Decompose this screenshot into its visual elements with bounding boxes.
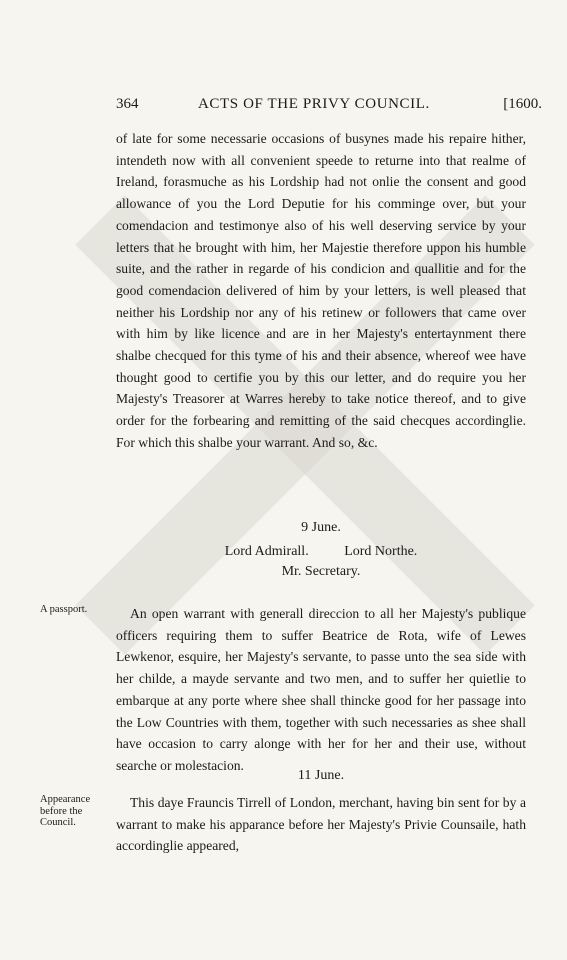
attendee-lord-northe: Lord Northe. — [344, 544, 418, 559]
attendee-lord-admirall: Lord Admirall. — [224, 544, 309, 559]
attendees-row — [116, 544, 526, 560]
running-year: [1600. — [503, 96, 542, 112]
appearance-paragraph: This daye Frauncis Tirrell of London, merchant, having bin sent for by a warrant to make his apparance before her Majesty's Privie Counsaile, hath accordinglie appeared, — [116, 795, 526, 854]
continuation-paragraph: of late for some necessarie occasions of busynes made his repaire hither, intendeth now with all convenient speede to returne into that realme of Ireland, forasmuche as his Lordship had not onlie the consent and good allowance of you the Lord Deputie for his comminge over, but your comendacion and testimonye also of his well deserving service by your letters that he brought with him, her Majestie therefore uppon his humble suite, and the rather in regarde of his condicion and quallitie and for the good comendacion delivered of him by your letters, is well pleased that neither his Lordship nor any of his retinew or followers that came over with him by like licence and are in her Majesty's entertaynment there shalbe checqued for this tyme of his and their absence, whereof wee have thought good to certifie you by this our letter, and do require you her Majesty's Treasorer at Warres hereby to take notice thereof, and to give order for the forbearing and remitting of the said checques accordinglie. For which this shalbe your warrant. And so, &c. — [116, 131, 526, 450]
passport-paragraph: An open warrant with generall direccion to all her Majesty's publique officers requiring them to suffer Beatrice de Rota, wife of Lewes Lewkenor, esquire, her Majesty's servante, to passe unto the sea side with her childe, a mayde servante and two men, and to suffer her quietlie to embarque at any porte where shee shall thincke good for her passage into the Low Countries with them, together with such necessaries as shee shall have occasion to carry alonge with her for her and their use, without searche or molestacion. — [116, 606, 526, 773]
page-header — [116, 96, 542, 118]
margin-note-appearance: Appearance before the Council. — [40, 794, 91, 828]
attendee-mr-secretary: Mr. Secretary. — [281, 564, 361, 579]
margin-note-passport: A passport. — [40, 604, 88, 615]
entry-date-9-june: 9 June. — [301, 520, 341, 535]
page-number: 364 — [116, 96, 139, 112]
entry-date-11-june: 11 June. — [297, 768, 345, 783]
running-title: ACTS OF THE PRIVY COUNCIL. — [198, 96, 430, 112]
